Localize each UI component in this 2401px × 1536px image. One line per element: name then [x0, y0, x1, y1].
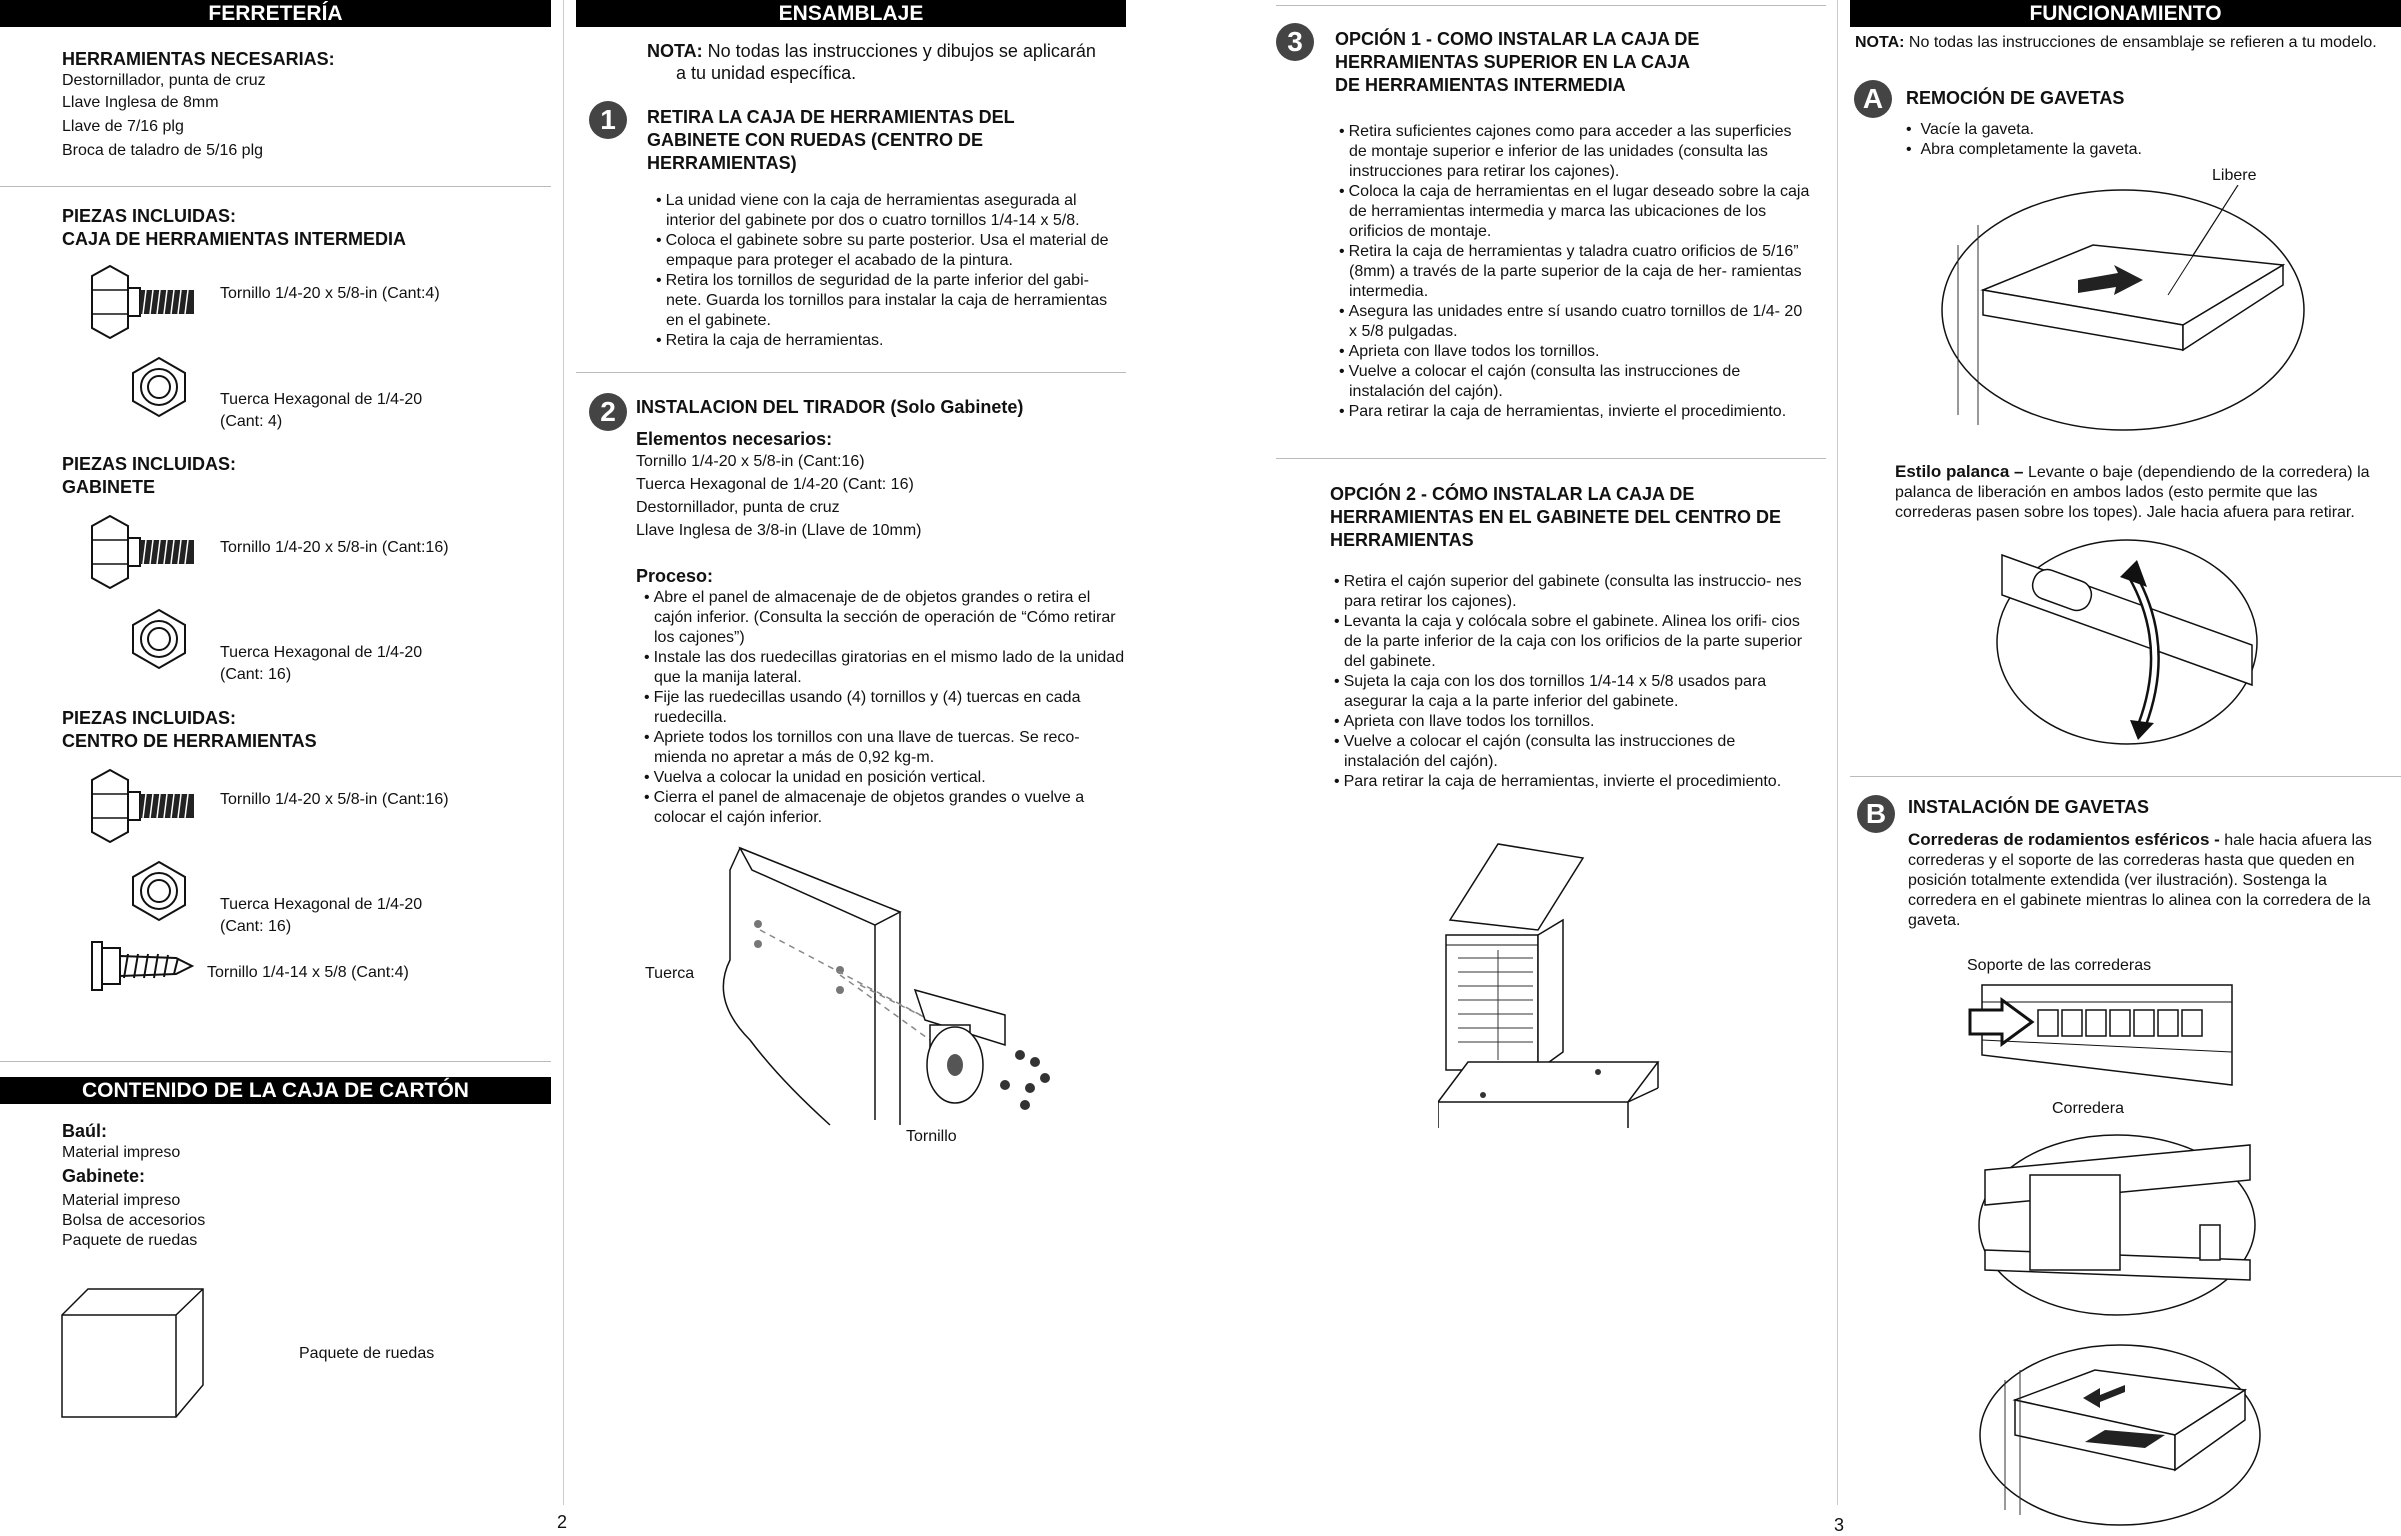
label-libere: Libere — [2212, 167, 2257, 184]
list-item: • Fije las ruedecillas usando (4) tornillos y (4) tuercas en cada ruedecilla. — [640, 688, 1126, 728]
nut-label: Tuerca Hexagonal de 1/4-20 (Cant: 16) — [220, 644, 423, 683]
list-item: • Para retirar la caja de herramientas, invierte el procedimiento. — [1335, 402, 1813, 422]
ensamblaje-header: ENSAMBLAJE — [576, 0, 1126, 27]
palanca-text: Estilo palanca – Levante o baje (dependiendo de la corredera) la palanca de liberación en ambos lados (esto permite que las correderas pasen sobre los topes). Jale hacia afuera para retirar. — [1895, 462, 2370, 521]
hex-nut-icon — [128, 860, 190, 922]
ferreteria-header: FERRETERÍA — [0, 0, 551, 27]
funcionamiento-header: FUNCIONAMIENTO — [1850, 0, 2401, 27]
hex-nut-icon — [128, 356, 190, 418]
parts-heading: PIEZAS INCLUIDAS: GABINETE — [62, 454, 237, 497]
step-a-list — [1906, 120, 2142, 160]
step-a-badge: A — [1854, 80, 1892, 118]
list-item: • La unidad viene con la caja de herramientas asegurada al interior del gabinete por dos o cuatro tornillos 1/4-14 x 5/8. — [652, 191, 1127, 231]
tools-list — [62, 71, 266, 161]
drawer-installation-illustration — [1975, 1340, 2265, 1530]
hex-bolt-icon — [88, 512, 198, 592]
proceso-heading: Proceso: — [636, 566, 714, 586]
page-number: 3 — [1834, 1515, 1845, 1535]
label-corredera: Corredera — [2052, 1100, 2125, 1117]
divider — [1276, 458, 1826, 459]
step-3-badge: 3 — [1276, 23, 1314, 61]
label-tornillo: Tornillo — [906, 1128, 957, 1145]
parts-heading: PIEZAS INCLUIDAS: CAJA DE HERRAMIENTAS INTERMEDIA — [62, 206, 407, 249]
box-illustration — [58, 1285, 208, 1425]
list-item: • Abra completamente la gaveta. — [1906, 141, 2142, 158]
gabinete-label: Gabinete: — [62, 1166, 146, 1186]
list-item: • Cierra el panel de almacenaje de objetos grandes o vuelve a colocar el cajón inferior. — [640, 788, 1126, 828]
tool-item: Destornillador, punta de cruz — [62, 72, 266, 89]
lever-release-illustration — [1992, 535, 2262, 750]
list-item: • Instale las dos ruedecillas giratorias en el mismo lado de la unidad que la manija lateral. — [640, 648, 1126, 688]
list-item: • Retira la caja de herramientas y taladra cuatro orificios de 5/16” (8mm) a través de la parte superior de la caja de her- ramientas intermedia. — [1335, 242, 1813, 302]
hex-nut-icon — [128, 608, 190, 670]
divider — [0, 1061, 551, 1062]
step-2-elements: Elementos necesarios: Tornillo 1/4-20 x 5/8-in (Cant:16) Tuerca Hexagonal de 1/4-20 (Cant: 16) Destornillador, punta de cruz Llave Inglesa de 3/8-in (Llave de 10mm) — [636, 429, 922, 539]
list-item: • Coloca la caja de herramientas en el lugar deseado sobre la caja de herramientas intermedia y marca las ubicaciones de los orificios de montaje. — [1335, 182, 1813, 242]
step-2-title: INSTALACION DEL TIRADOR (Solo Gabinete) — [636, 397, 1024, 417]
list-item: Paquete de ruedas — [62, 1232, 198, 1249]
step-1-badge: 1 — [589, 101, 627, 139]
list-item: • Vuelve a colocar el cajón (consulta las instrucciones de instalación del cajón). — [1335, 362, 1813, 402]
list-item: • Apriete todos los tornillos con una llave de tuercas. Se reco- mienda no apretar a más de 0,92 kg-m. — [640, 728, 1126, 768]
parts-heading: PIEZAS INCLUIDAS: CENTRO DE HERRAMIENTAS — [62, 708, 317, 751]
list-item: • Asegura las unidades entre sí usando cuatro tornillos de 1/4- 20 x 5/8 pulgadas. — [1335, 302, 1813, 342]
baul-label: Baúl: — [62, 1121, 107, 1141]
list-item: • Vacíe la gaveta. — [1906, 121, 2035, 138]
step-a-title: REMOCIÓN DE GAVETAS — [1906, 88, 2125, 108]
divider — [0, 186, 551, 187]
list-item: • Vuelve a colocar el cajón (consulta las instrucciones de instalación del cajón). — [1330, 732, 1810, 772]
list-item: • Retira la caja de herramientas. — [652, 331, 1127, 351]
bolt-label: Tornillo 1/4-20 x 5/8-in (Cant:16) — [220, 539, 449, 556]
hex-bolt-icon — [88, 766, 198, 846]
bolt-label: Tornillo 1/4-20 x 5/8-in (Cant:4) — [220, 285, 440, 302]
page-number: 2 — [557, 1512, 568, 1532]
list-item: • Vuelva a colocar la unidad en posición vertical. — [640, 768, 1126, 788]
funcionamiento-note: NOTA: No todas las instrucciones de ensamblaje se refieren a tu modelo. — [1855, 34, 2377, 51]
list-item: • Retira el cajón superior del gabinete (consulta las instruccio- nes para retirar los cajones). — [1330, 572, 1810, 612]
nut-label: Tuerca Hexagonal de 1/4-20 (Cant: 16) — [220, 896, 423, 935]
nut-label: Tuerca Hexagonal de 1/4-20 (Cant: 4) — [220, 391, 423, 430]
column-divider — [563, 0, 564, 1505]
ensamblaje-note: NOTA: No todas las instrucciones y dibujos se aplicarán a tu unidad específica. — [647, 41, 1096, 83]
self-tapping-screw-icon — [88, 936, 198, 996]
ball-bearing-slide-illustration — [1962, 980, 2242, 1095]
divider — [1850, 776, 2401, 777]
screw-label: Tornillo 1/4-14 x 5/8 (Cant:4) — [207, 964, 409, 981]
label-soporte: Soporte de las correderas — [1967, 957, 2152, 974]
list-item: Bolsa de accesorios — [62, 1212, 206, 1229]
contenido-list — [62, 1120, 205, 1251]
list-item: • Coloca el gabinete sobre su parte posterior. Usa el material de empaque para proteger el acabado de la pintura. — [652, 231, 1127, 271]
column-divider — [1837, 0, 1838, 1505]
opcion-1-title: OPCIÓN 1 - COMO INSTALAR LA CAJA DE HERRAMIENTAS SUPERIOR EN LA CAJA DE HERRAMIENTAS INTERMEDIA — [1335, 29, 1700, 95]
list-item: • Abre el panel de almacenaje de de objetos grandes o retira el cajón inferior. (Consulta la sección de operación de “Cómo retirar los cajones”) — [640, 588, 1126, 648]
step-b-text: Correderas de rodamientos esféricos - hale hacia afuera las correderas y el soporte de las correderas hasta que queden en posición totalmente extendida (ver ilustración). Sostenga la corredera en el gabinete mientras lo alinea con la corredera de la gaveta. — [1908, 830, 2372, 929]
toolbox-on-cabinet-illustration — [1438, 840, 1668, 1130]
caster-installation-illustration — [690, 840, 1120, 1130]
list-item: • Sujeta la caja con los dos tornillos 1/4-14 x 5/8 usados para asegurar la caja a la parte inferior del gabinete. — [1330, 672, 1810, 712]
step-1-list — [652, 191, 1127, 351]
list-item: Material impreso — [62, 1144, 181, 1161]
opcion-2-list — [1330, 572, 1810, 792]
slide-extension-illustration — [1975, 1130, 2260, 1320]
step-2-badge: 2 — [589, 393, 627, 431]
bolt-label: Tornillo 1/4-20 x 5/8-in (Cant:16) — [220, 791, 449, 808]
list-item: • Levanta la caja y colócala sobre el gabinete. Alinea los orifi- cios de la parte inferior de la caja con los orificios de la parte superior del gabinete. — [1330, 612, 1810, 672]
list-item: • Aprieta con llave todos los tornillos. — [1330, 712, 1810, 732]
opcion-1-list — [1335, 122, 1813, 422]
box-caption: Paquete de ruedas — [299, 1345, 435, 1362]
list-item: • Retira suficientes cajones como para acceder a las superficies de montaje superior e inferior de las unidades (consulta las instrucciones para retirar los cajones). — [1335, 122, 1813, 182]
tool-item: Broca de taladro de 5/16 plg — [62, 142, 264, 159]
list-item: Material impreso — [62, 1192, 181, 1209]
list-item: • Aprieta con llave todos los tornillos. — [1335, 342, 1813, 362]
step-2-list — [640, 588, 1126, 828]
step-b-title: INSTALACIÓN DE GAVETAS — [1908, 797, 2150, 817]
step-b-badge: B — [1857, 795, 1895, 833]
contenido-header: CONTENIDO DE LA CAJA DE CARTÓN — [0, 1077, 551, 1104]
list-item: • Para retirar la caja de herramientas, invierte el procedimiento. — [1330, 772, 1810, 792]
divider — [1276, 5, 1826, 6]
hex-bolt-icon — [88, 262, 198, 342]
label-tuerca: Tuerca — [645, 965, 695, 982]
drawer-removal-illustration — [1938, 185, 2308, 435]
tool-item: Llave Inglesa de 8mm — [62, 94, 219, 111]
tool-item: Llave de 7/16 plg — [62, 118, 184, 135]
opcion-2-title: OPCIÓN 2 - CÓMO INSTALAR LA CAJA DE HERRAMIENTAS EN EL GABINETE DEL CENTRO DE HERRAMIENTAS — [1330, 484, 1782, 550]
list-item: • Retira los tornillos de seguridad de la parte inferior del gabi- nete. Guarda los tornillos para instalar la caja de herramientas en el gabinete. — [652, 271, 1127, 331]
divider — [576, 372, 1126, 373]
tools-heading: HERRAMIENTAS NECESARIAS: — [62, 49, 335, 69]
step-1-title: RETIRA LA CAJA DE HERRAMIENTAS DEL GABINETE CON RUEDAS (CENTRO DE HERRAMIENTAS) — [647, 107, 1015, 173]
